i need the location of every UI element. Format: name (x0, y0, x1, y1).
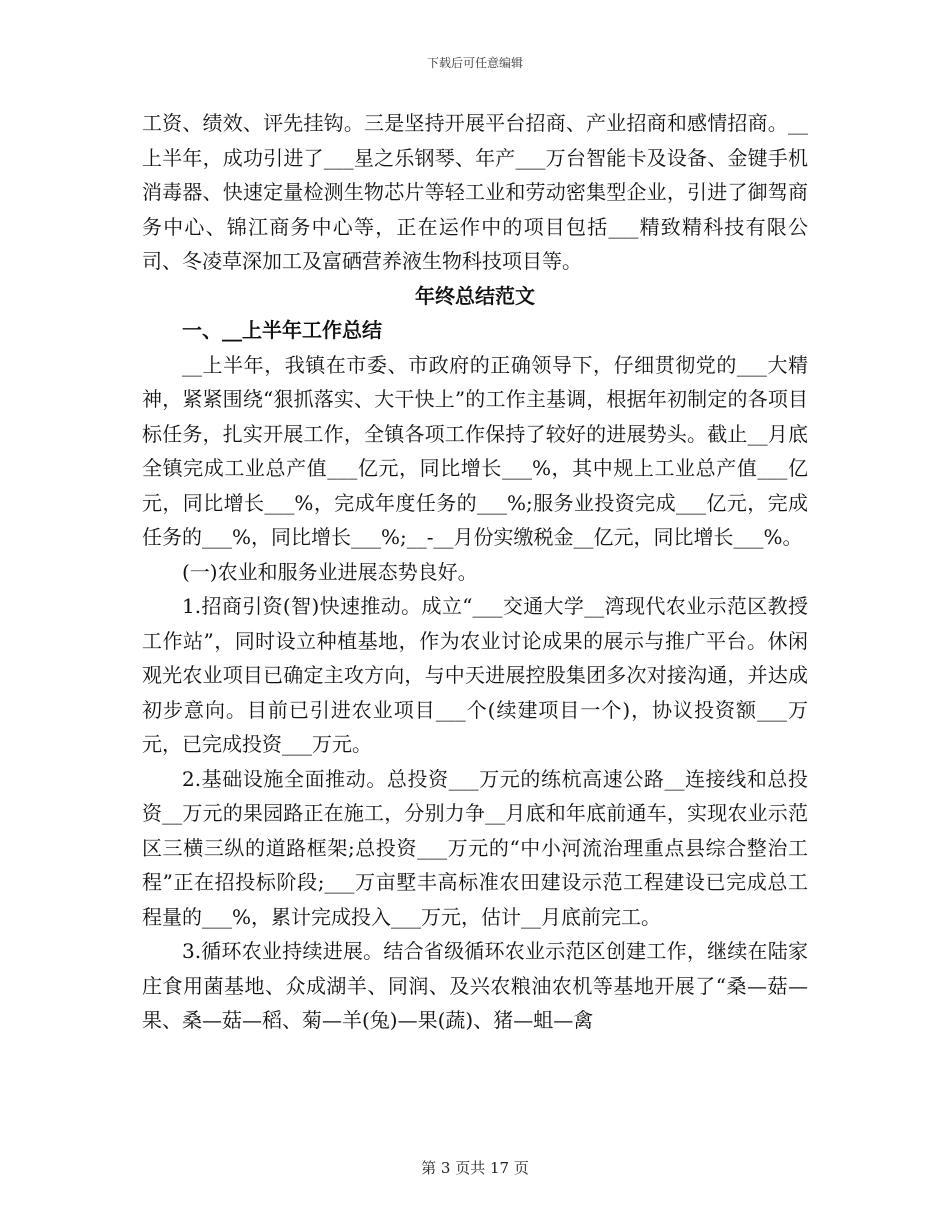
subheading-agriculture: (一)农业和服务业进展态势良好。 (182, 559, 478, 584)
paragraph-continued: 工资、绩效、评先挂钩。三是坚持开展平台招商、产业招商和感情招商。__上半年，成功引进了___星之乐钢琴、年产___万台智能卡及设备、金键手机消毒器、快速定量检测生物芯片等轻工业和劳动密集型企业，引进了御驾商务中心、锦江商务中心等，正在运作中的项目包括___精致精科技有限公司、冬凌草深加工及富硒营养液生物科技项目等。 (142, 111, 808, 273)
paragraph-item-2: 2.基础设施全面推动。总投资___万元的练杭高速公路__连接线和总投资__万元的果园路正在施工，分别力争__月底和年底前通车，实现农业示范区三横三纵的道路框架;总投资___万元的“中小河流治理重点县综合整治工程”正在招投标阶段;___万亩墅丰高标准农田建设示范工程建设已完成总工程量的___%，累计完成投入___万元，估计__月底前完工。 (142, 766, 808, 929)
document-body (142, 106, 808, 1038)
paragraph-item-1: 1.招商引资(智)快速推动。成立“___交通大学__湾现代农业示范区教授工作站”，同时设立种植基地，作为农业讨论成果的展示与推广平台。休闲观光农业项目已确定主攻方向，与中天进展控股集团多次对接沟通，并达成初步意向。目前已引进农业项目___个(续建项目一个)，协议投资额___万元，已完成投资___万元。 (142, 594, 808, 756)
page-header: 下载后可任意编辑 (426, 56, 523, 70)
section-heading-1: 一、__上半年工作总结 (182, 318, 382, 342)
section-title: 年终总结范文 (415, 283, 535, 308)
paragraph-item-3: 3.循环农业持续进展。结合省级循环农业示范区创建工作，继续在陆家庄食用菌基地、众成湖羊、同润、及兴农粮油农机等基地开展了“桑—菇—果、桑—菇—稻、菊—羊(兔)—果(蔬)、猪—蛆—禽 (142, 939, 808, 1032)
paragraph-summary: __上半年，我镇在市委、市政府的正确领导下，仔细贯彻党的___大精神，紧紧围绕“狠抓落实、大干快上”的工作主基调，根据年初制定的各项目标任务，扎实开展工作，全镇各项工作保持了较好的进展势头。截止__月底全镇完成工业总产值___亿元，同比增长___%，其中规上工业总产值___亿元，同比增长___%，完成年度任务的___%;服务业投资完成___亿元，完成任务的___%，同比增长___%;__-__月份实缴税金__亿元，同比增长___%。 (142, 352, 808, 549)
page-footer: 第 3 页共 17 页 (421, 1159, 529, 1177)
